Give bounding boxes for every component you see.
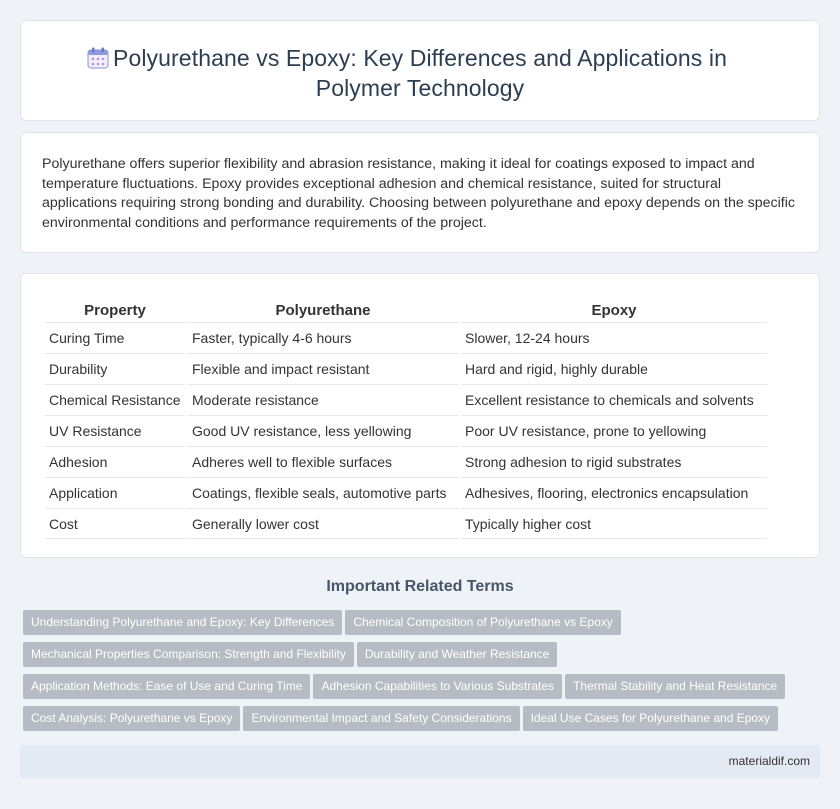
related-term-tag[interactable]: Adhesion Capabilities to Various Substrates	[313, 674, 562, 699]
tag-row	[23, 706, 818, 738]
table-cell: Cost	[45, 508, 185, 539]
table-row	[45, 322, 767, 353]
table-cell: Adhesives, flooring, electronics encapsulation	[461, 477, 767, 508]
related-term-tag[interactable]: Chemical Composition of Polyurethane vs Epoxy	[345, 610, 620, 635]
table-row	[45, 477, 767, 508]
table-row	[45, 384, 767, 415]
table-cell: Flexible and impact resistant	[188, 353, 458, 384]
related-term-tag[interactable]: Understanding Polyurethane and Epoxy: Key Differences	[23, 610, 342, 635]
table-cell: Curing Time	[45, 322, 185, 353]
table-cell: Generally lower cost	[188, 508, 458, 539]
table-cell: Durability	[45, 353, 185, 384]
comparison-table-card	[20, 273, 820, 558]
table-cell: Poor UV resistance, prone to yellowing	[461, 415, 767, 446]
table-cell: Faster, typically 4-6 hours	[188, 322, 458, 353]
summary-text: Polyurethane offers superior flexibility and abrasion resistance, making it ideal for coatings exposed to impact and temperature fluctuations. Epoxy provides exceptional adhesion and chemical resistance, suited for structural applications requiring strong bonding and durability. Choosing between polyurethane and epoxy depends on the specific environmental conditions and performance requirements of the project.	[42, 156, 795, 231]
related-term-tag[interactable]: Cost Analysis: Polyurethane vs Epoxy	[23, 706, 240, 731]
comparison-table	[42, 296, 770, 539]
table-cell: Slower, 12-24 hours	[461, 322, 767, 353]
table-row	[45, 446, 767, 477]
column-header-epoxy: Epoxy	[591, 302, 637, 319]
tag-row	[23, 610, 818, 642]
column-header-property: Property	[84, 302, 146, 319]
table-row	[45, 415, 767, 446]
header-card	[20, 20, 820, 121]
column-header-polyurethane: Polyurethane	[275, 302, 371, 319]
related-terms-title: Important Related Terms	[326, 578, 514, 595]
table-cell: Excellent resistance to chemicals and solvents	[461, 384, 767, 415]
table-cell: Chemical Resistance	[45, 384, 185, 415]
table-cell: Strong adhesion to rigid substrates	[461, 446, 767, 477]
footer	[20, 745, 820, 778]
table-header-row	[45, 296, 767, 322]
related-term-tag[interactable]: Application Methods: Ease of Use and Curing Time	[23, 674, 310, 699]
tag-row	[23, 642, 818, 674]
table-cell: Typically higher cost	[461, 508, 767, 539]
table-cell: Application	[45, 477, 185, 508]
table-cell: Adhesion	[45, 446, 185, 477]
table-cell: Hard and rigid, highly durable	[461, 353, 767, 384]
table-cell: UV Resistance	[45, 415, 185, 446]
table-cell: Coatings, flexible seals, automotive parts	[188, 477, 458, 508]
related-term-tag[interactable]: Environmental Impact and Safety Considerations	[243, 706, 519, 731]
related-term-tag[interactable]: Thermal Stability and Heat Resistance	[565, 674, 785, 699]
footer-site-link[interactable]: materialdif.com	[728, 754, 810, 768]
table-row	[45, 353, 767, 384]
table-cell: Moderate resistance	[188, 384, 458, 415]
page-title: Polyurethane vs Epoxy: Key Differences and Applications in Polymer Technology	[113, 45, 727, 101]
related-term-tag[interactable]: Ideal Use Cases for Polyurethane and Epoxy	[523, 706, 778, 731]
table-cell: Adheres well to flexible surfaces	[188, 446, 458, 477]
table-cell: Good UV resistance, less yellowing	[188, 415, 458, 446]
table-row	[45, 508, 767, 539]
related-terms-list	[23, 610, 818, 738]
tag-row	[23, 674, 818, 706]
summary-card	[20, 132, 820, 253]
related-term-tag[interactable]: Mechanical Properties Comparison: Strength and Flexibility	[23, 642, 354, 667]
related-term-tag[interactable]: Durability and Weather Resistance	[357, 642, 558, 667]
